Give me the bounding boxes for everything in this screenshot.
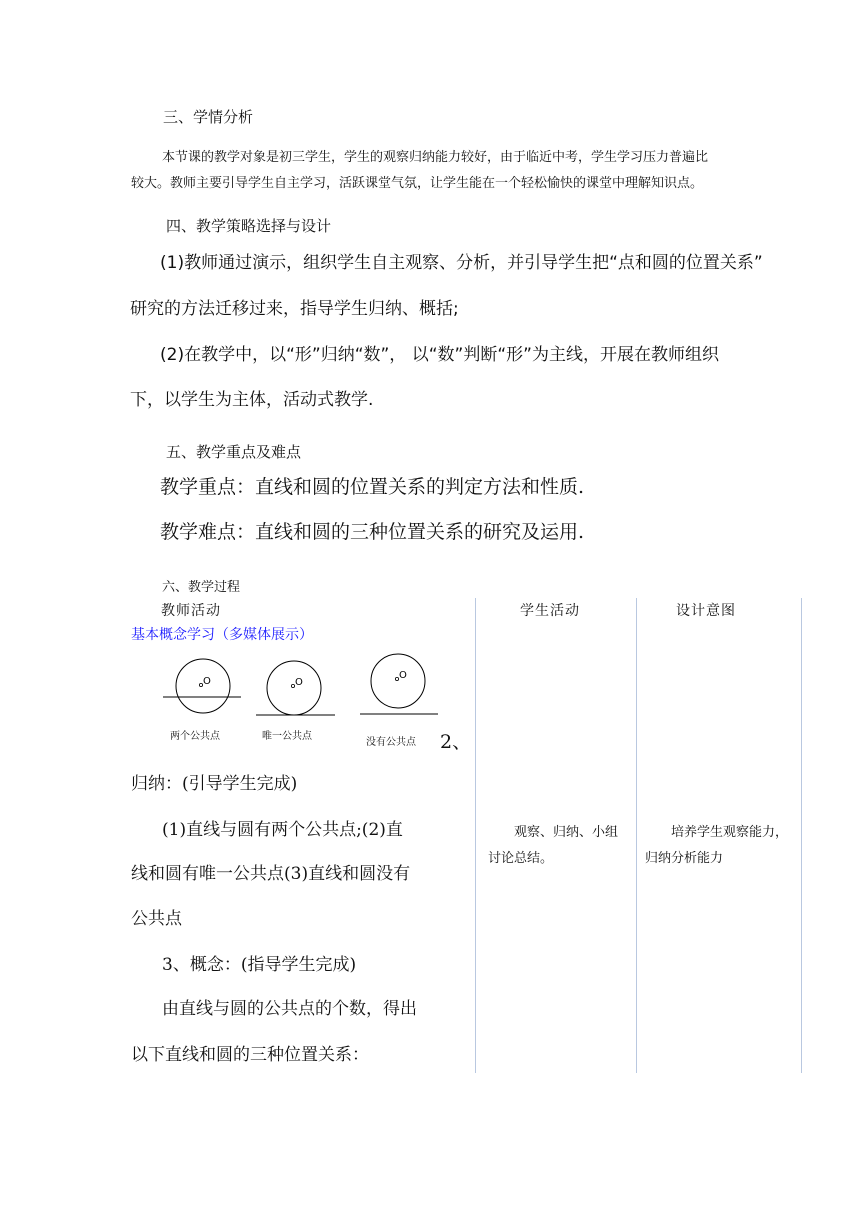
induce-line3: 公共点 — [131, 909, 182, 929]
figure-no-point — [360, 654, 438, 714]
caption-two-points: 两个公共点 — [170, 731, 220, 742]
difficulty-point: 教学难点：直线和圆的三种位置关系的研究及运用. — [160, 521, 585, 543]
section4-p2-line2: 下，以学生为主体，活动式教学. — [130, 390, 374, 410]
center-label-3: O — [399, 670, 407, 681]
section4-p1-line2: 研究的方法迁移过来，指导学生归纳、概括; — [130, 299, 459, 319]
section3-line1: 本节课的教学对象是初三学生，学生的观察归纳能力较好，由于临近中考，学生学习压力普遍比 — [162, 150, 709, 165]
design-intent: 培养学生观察能力，归纳分析能力 — [645, 825, 789, 866]
section4-p1-line1: (1)教师通过演示，组织学生自主观察、分析，并引导学生把“点和圆的位置关系” — [160, 253, 763, 273]
item3-title: 3、概念：(指导学生完成) — [162, 955, 357, 975]
figure-one-point — [256, 661, 335, 715]
table-divider-2 — [636, 598, 637, 1073]
center-label-2: O — [295, 677, 303, 688]
concept-line2: 以下直线和圆的三种位置关系： — [131, 1045, 369, 1065]
item2-title: 归纳：(引导学生完成) — [131, 774, 298, 794]
table-divider-1 — [475, 598, 476, 1073]
section3-line2: 较大。教师主要引导学生自主学习，活跃课堂气氛，让学生能在一个轻松愉快的课堂中理解知识点。 — [131, 176, 704, 191]
col-teacher-header: 教师活动 — [161, 603, 221, 619]
col-student-header: 学生活动 — [520, 603, 580, 619]
table-divider-3 — [801, 598, 802, 1073]
key-point: 教学重点：直线和圆的位置关系的判定方法和性质. — [160, 476, 585, 498]
caption-no-point: 没有公共点 — [366, 737, 416, 748]
col-design-header: 设计意图 — [676, 603, 736, 619]
section5-heading: 五、教学重点及难点 — [166, 443, 302, 461]
induce-line2: 线和圆有唯一公共点(3)直线和圆没有 — [131, 864, 411, 884]
induce-line1: (1)直线与圆有两个公共点;(2)直 — [162, 820, 403, 840]
caption-one-point: 唯一公共点 — [262, 731, 312, 742]
figure-two-points — [163, 659, 241, 713]
concept-line1: 由直线与圆的公共点的个数，得出 — [162, 999, 417, 1019]
center-label-1: O — [203, 676, 211, 687]
section6-heading: 六、教学过程 — [162, 580, 241, 595]
section3-heading: 三、学情分析 — [163, 108, 254, 126]
student-activity: 观察、归纳、小组讨论总结。 — [488, 825, 619, 866]
basic-concept-title: 基本概念学习（多媒体展示） — [131, 627, 313, 643]
section4-heading: 四、教学策略选择与设计 — [166, 217, 332, 235]
section4-p2-line1: (2)在教学中，以“形”归纳“数”， 以“数”判断“形”为主线，开展在教师组织 — [160, 345, 719, 365]
item2-number: 2、 — [440, 731, 472, 753]
